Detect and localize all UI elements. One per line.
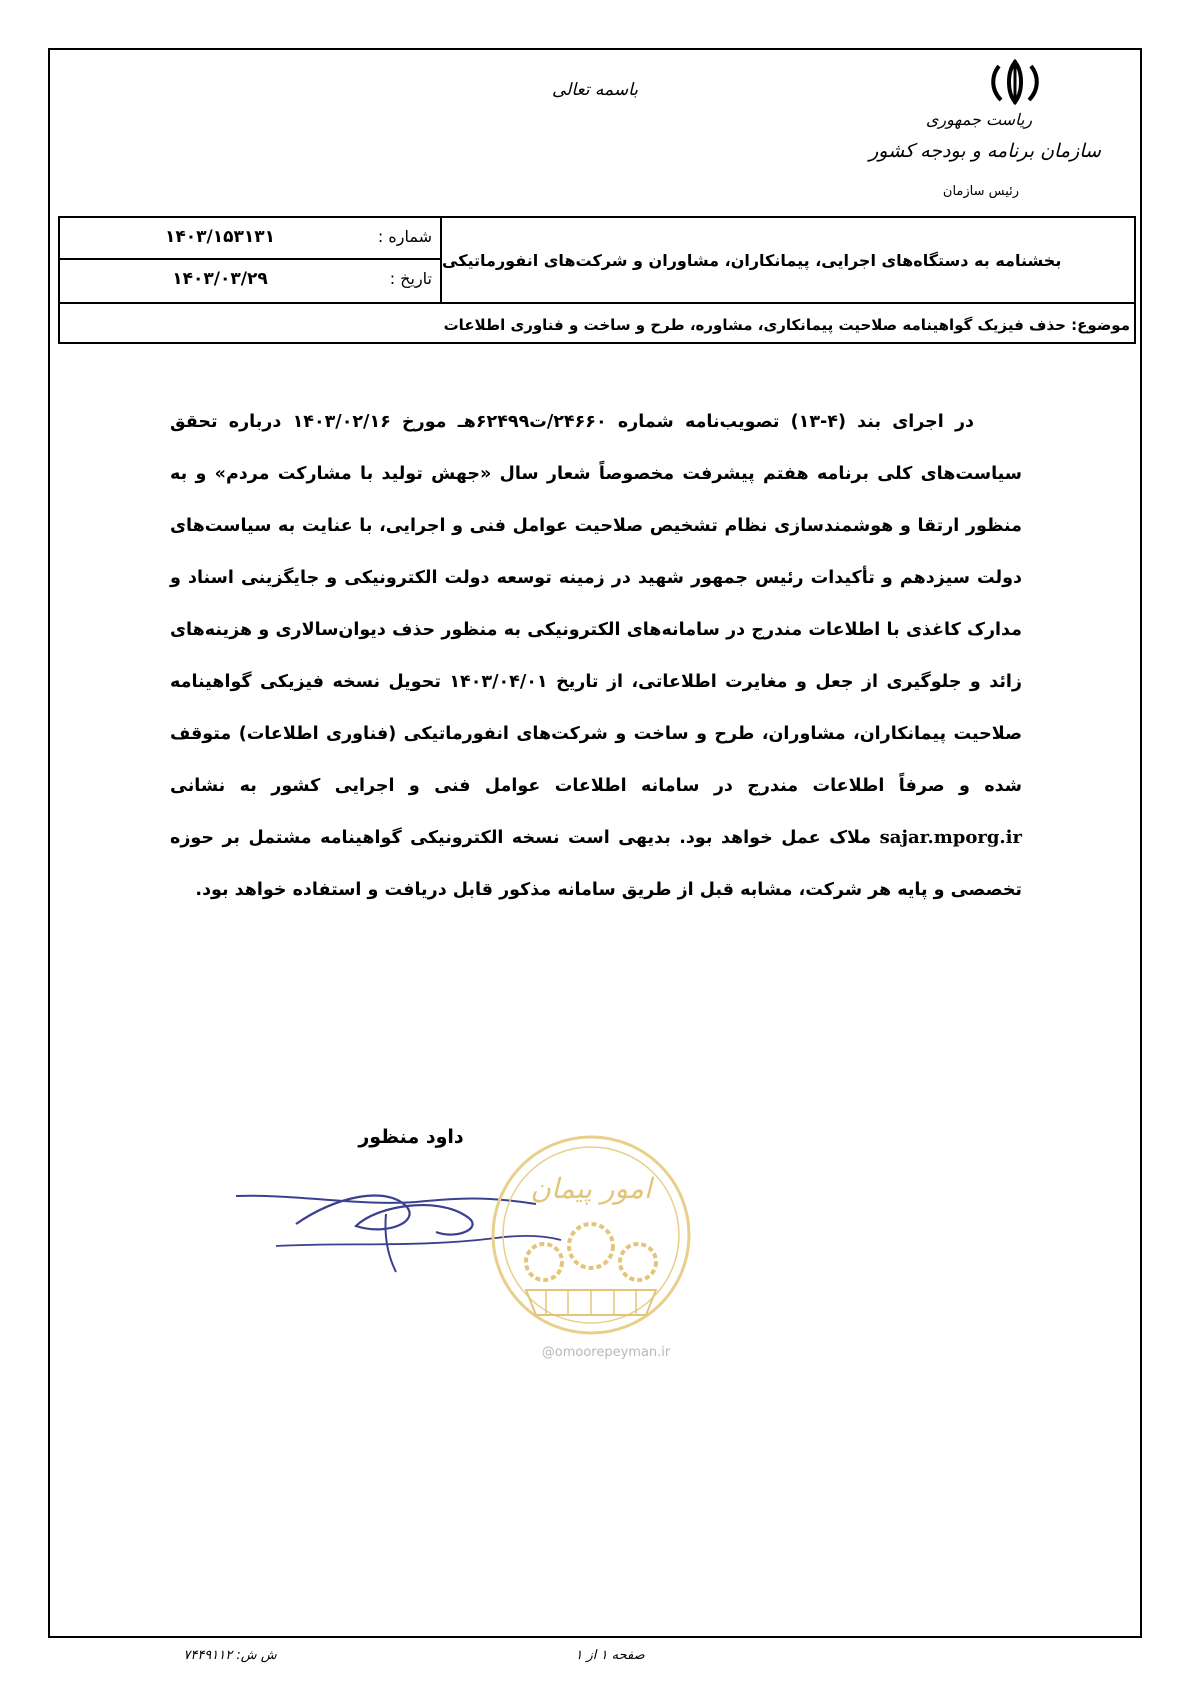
invocation-text: باسمه تعالی xyxy=(552,80,638,100)
date-label: تاریخ : xyxy=(389,269,432,288)
watermark-url: @omoorepeyman.ir xyxy=(541,1345,671,1360)
org-name: سازمان برنامه و بودجه کشور xyxy=(869,140,1101,162)
org-presidency: ریاست جمهوری xyxy=(925,110,1033,129)
letter-meta xyxy=(60,218,440,302)
recipient-text: بخشنامه به دستگاه‌های اجرایی، پیمانکاران، مشاوران و شرکت‌های انفورماتیکی xyxy=(440,218,1134,302)
date-value: ۱۴۰۳/۰۳/۲۹ xyxy=(172,269,268,289)
letter-body xyxy=(170,396,1022,916)
letter-header-table xyxy=(58,216,1136,344)
iran-emblem-icon xyxy=(985,58,1045,106)
body-part1: در اجرای بند (۴-۱۳) تصویب‌نامه شماره ۲۴۶۶۰/ت۶۲۴۹۹هـ مورخ ۱۴۰۳/۰۲/۱۶ درباره تحقق سیاست‌های کلی برنامه هفتم پیشرفت مخصوصاً شعار سال «جهش تولید با مشارکت مردم» و به منظور ارتقا و هوشمندسازی نظام تشخیص صلاحیت عوامل فنی و اجرایی، با عنایت به سیاست‌های دولت سیزدهم و تأکیدات رئیس جمهور شهید در زمینه توسعه دولت الکترونیکی و جایگزینی اسناد و مدارک کاغذی با اطلاعات مندرج در سامانه‌های الکترونیکی به منظور حذف دیوان‌سالاری و هزینه‌های زائد و جلوگیری از جعل و مغایرت اطلاعاتی، از تاریخ ۱۴۰۳/۰۴/۰۱ تحویل نسخه فیزیکی گواهینامه صلاحیت پیمانکاران، مشاوران، طرح و ساخت و شرکت‌های انفورماتیکی (فناوری اطلاعات) متوقف شده و صرفاً اطلاعات مندرج در سامانه اطلاعات عوامل فنی و اجرایی کشور به نشانی xyxy=(170,412,1023,796)
company-stamp-logo xyxy=(486,1130,696,1340)
number-row xyxy=(60,218,440,260)
stamp-text: امور پیمان xyxy=(530,1172,652,1205)
number-label: شماره : xyxy=(377,227,432,246)
number-value: ۱۴۰۳/۱۵۳۱۳۱ xyxy=(165,227,275,247)
date-row xyxy=(60,260,440,302)
subject-text: موضوع: حذف فیزیک گواهینامه صلاحیت پیمانکاری، مشاوره، طرح و ساخت و فناوری اطلاعات xyxy=(443,316,1130,334)
page-number: صفحه ۱ از ۱ xyxy=(575,1648,645,1663)
org-position: رئیس سازمان xyxy=(942,184,1020,199)
signatory-name: داود منظور xyxy=(358,1126,464,1148)
website-link[interactable]: sajar.mporg.ir xyxy=(879,827,1023,848)
tracking-number: ش ش: ۷۴۴۹۱۱۲ xyxy=(183,1648,277,1663)
header-top-row xyxy=(60,218,1134,304)
body-part2: ملاک عمل خواهد بود. بدیهی است نسخه الکترونیکی گواهینامه مشتمل بر حوزه تخصصی و پایه هر شرکت، مشابه قبل از طریق سامانه مذکور قابل دریافت و استفاده خواهد بود. xyxy=(170,828,1022,900)
